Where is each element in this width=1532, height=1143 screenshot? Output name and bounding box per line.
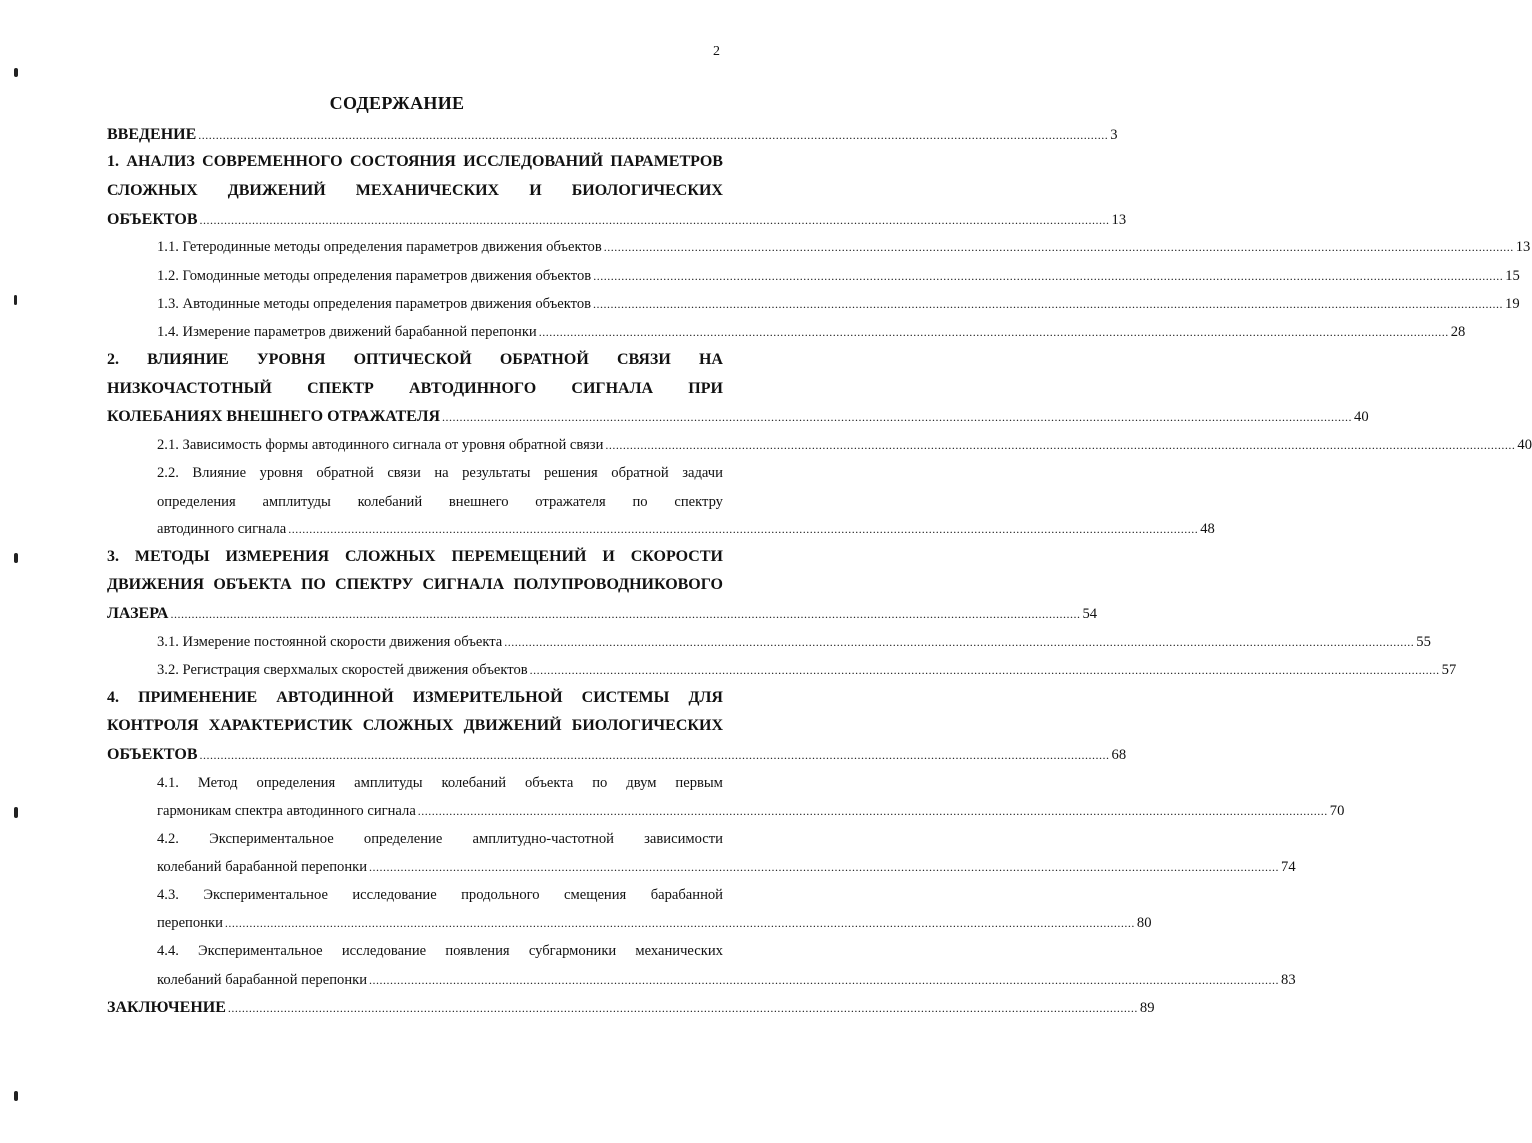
toc-page-number: 13 [1515, 239, 1531, 255]
toc-chapter-1-line-2[interactable] [107, 180, 723, 202]
toc-word: появления [445, 943, 510, 959]
toc-word: ИССЛЕДОВАНИЙ [463, 153, 604, 170]
toc-word: 4.4. [157, 943, 179, 959]
toc-word: СЛОЖНЫХ [362, 717, 454, 734]
toc-chapter-1-line-3[interactable] [107, 209, 1127, 231]
toc-word: ИЗМЕРИТЕЛЬНОЙ [412, 689, 563, 706]
toc-entry-text: колебаний барабанной перепонки [157, 972, 368, 988]
toc-section-1-1[interactable] [157, 236, 1531, 258]
toc-word: внешнего [448, 494, 509, 510]
toc-word: ОБЪЕКТА [213, 576, 292, 593]
toc-entry-text: ЗАКЛЮЧЕНИЕ [107, 999, 226, 1016]
leader-dots: .................................................................................................................................................................................................................................................................... [538, 325, 1449, 339]
toc-entry-text: колебаний барабанной перепонки [157, 859, 368, 875]
toc-page-number: 40 [1354, 409, 1369, 425]
toc-chapter-2-line-1[interactable] [107, 349, 723, 371]
toc-entry-text: КОЛЕБАНИЯХ ВНЕШНЕГО ОТРАЖАТЕЛЯ [107, 408, 441, 425]
toc-section-4-4-line-2[interactable] [157, 969, 1296, 991]
leader-dots: .................................................................................................................................................................................................................................................................... [199, 748, 1110, 762]
toc-word: 2. [107, 351, 119, 368]
toc-word: 4. [107, 689, 119, 706]
toc-word: ДЛЯ [688, 689, 723, 706]
toc-chapter-1-line-1[interactable] [107, 151, 723, 173]
toc-page-number: 3 [1110, 127, 1118, 143]
toc-entry-text: 3.2. Регистрация сверхмалых скоростей движения объектов [157, 662, 528, 678]
toc-word: обратной [611, 465, 669, 481]
toc-entry-intro[interactable] [107, 124, 1118, 146]
toc-word: первым [675, 775, 723, 791]
leader-dots: .................................................................................................................................................................................................................................................................... [442, 410, 1353, 424]
toc-word: результаты [462, 465, 531, 481]
toc-word: СВЯЗИ [616, 351, 671, 368]
leader-dots: .................................................................................................................................................................................................................................................................... [288, 522, 1199, 536]
toc-word: ПРИ [688, 380, 723, 397]
toc-word: ХАРАКТЕРИСТИК [208, 717, 353, 734]
toc-section-2-2-line-3[interactable] [157, 518, 1215, 540]
leader-dots: .................................................................................................................................................................................................................................................................... [605, 438, 1516, 452]
toc-section-1-2[interactable] [157, 265, 1520, 287]
leader-dots: .................................................................................................................................................................................................................................................................... [199, 213, 1110, 227]
toc-word: СПЕКТРУ [335, 576, 414, 593]
toc-word: продольного [461, 887, 540, 903]
toc-page-number: 55 [1416, 634, 1431, 650]
toc-word: СЛОЖНЫХ [107, 182, 198, 199]
leader-dots: .................................................................................................................................................................................................................................................................... [224, 916, 1135, 930]
toc-word: Влияние [192, 465, 247, 481]
toc-word: НИЗКОЧАСТОТНЫЙ [107, 380, 272, 397]
leader-dots: .................................................................................................................................................................................................................................................................... [593, 269, 1504, 283]
toc-word: смещения [564, 887, 627, 903]
toc-word: задачи [682, 465, 723, 481]
toc-entry-text: ВВЕДЕНИЕ [107, 126, 197, 143]
toc-word: СКОРОСТИ [630, 548, 723, 565]
toc-word: 2.2. [157, 465, 179, 481]
toc-section-4-2-line-2[interactable] [157, 856, 1296, 878]
toc-entry-text: ЛАЗЕРА [107, 605, 169, 622]
toc-word: колебаний [357, 494, 423, 510]
toc-word: спектру [674, 494, 723, 510]
toc-section-4-1-line-2[interactable] [157, 800, 1345, 822]
toc-section-2-2-line-2[interactable] [157, 491, 723, 513]
toc-word: ПАРАМЕТРОВ [610, 153, 723, 170]
toc-page-number: 28 [1450, 324, 1466, 340]
toc-word: МЕХАНИЧЕСКИХ [355, 182, 500, 199]
toc-word: уровня [259, 465, 303, 481]
toc-page-number: 40 [1517, 437, 1532, 453]
toc-word: СИСТЕМЫ [581, 689, 670, 706]
toc-word: АВТОДИННОЙ [276, 689, 394, 706]
toc-word: НА [698, 351, 723, 368]
toc-section-4-1-line-1[interactable] [157, 772, 723, 794]
toc-section-2-1[interactable] [157, 434, 1532, 456]
toc-word: ПЕРЕМЕЩЕНИЙ [451, 548, 587, 565]
leader-dots: .................................................................................................................................................................................................................................................................... [198, 128, 1109, 142]
toc-word: определения [157, 494, 236, 510]
toc-page-number: 48 [1200, 521, 1215, 537]
toc-word: зависимости [644, 831, 723, 847]
toc-word: на [434, 465, 449, 481]
page-number: 2 [713, 44, 720, 59]
page-title: СОДЕРЖАНИЕ [329, 93, 465, 113]
toc-word: обратной [316, 465, 374, 481]
scan-mark [14, 295, 17, 305]
toc-entry-text: автодинного сигнала [157, 521, 287, 537]
toc-section-2-2-line-1[interactable] [157, 462, 723, 484]
toc-word: БИОЛОГИЧЕСКИХ [571, 717, 723, 734]
toc-word: СПЕКТР [307, 380, 374, 397]
toc-word: амплитуды [354, 775, 423, 791]
toc-page-number: 57 [1441, 662, 1457, 678]
toc-entry-text: 3.1. Измерение постоянной скорости движения объекта [157, 634, 503, 650]
scan-mark [14, 553, 18, 563]
toc-word: субгармоники [528, 943, 617, 959]
toc-chapter-3-line-3[interactable] [107, 603, 1098, 625]
toc-word: ДВИЖЕНИЙ [463, 717, 562, 734]
toc-word: решения [543, 465, 598, 481]
toc-section-4-2-line-1[interactable] [157, 828, 723, 850]
toc-page-number: 70 [1329, 803, 1345, 819]
toc-section-4-3-line-1[interactable] [157, 884, 723, 906]
toc-word: Экспериментальное [203, 887, 328, 903]
toc-word: Экспериментальное [209, 831, 334, 847]
toc-entry-conclusion[interactable] [107, 997, 1155, 1019]
toc-entry-text: перепонки [157, 915, 223, 931]
toc-word: И [602, 548, 615, 565]
toc-word: ВЛИЯНИЕ [147, 351, 229, 368]
toc-word: 3. [107, 548, 119, 565]
toc-chapter-2-line-2[interactable] [107, 378, 723, 400]
toc-word: И [529, 182, 542, 199]
toc-word: СОВРЕМЕННОГО [202, 153, 343, 170]
toc-word: КОНТРОЛЯ [107, 717, 199, 734]
toc-word: МЕТОДЫ [134, 548, 210, 565]
toc-word: АВТОДИННОГО [409, 380, 537, 397]
toc-word: Метод [197, 775, 238, 791]
toc-word: ДВИЖЕНИЯ [107, 576, 205, 593]
leader-dots: .................................................................................................................................................................................................................................................................... [369, 860, 1280, 874]
toc-word: барабанной [650, 887, 723, 903]
leader-dots: .................................................................................................................................................................................................................................................................... [227, 1001, 1138, 1015]
toc-word: объекта [524, 775, 574, 791]
leader-dots: .................................................................................................................................................................................................................................................................... [603, 240, 1514, 254]
toc-chapter-4-line-3[interactable] [107, 744, 1127, 766]
toc-word: по [592, 775, 608, 791]
toc-word: исследование [341, 943, 427, 959]
toc-word: ОБРАТНОЙ [499, 351, 589, 368]
toc-word: ИЗМЕРЕНИЯ [225, 548, 330, 565]
toc-word: колебаний [441, 775, 507, 791]
toc-section-3-2[interactable] [157, 659, 1457, 681]
toc-word: СИГНАЛА [422, 576, 505, 593]
toc-word: ОПТИЧЕСКОЙ [353, 351, 472, 368]
leader-dots: .................................................................................................................................................................................................................................................................... [369, 973, 1280, 987]
toc-word: определения [256, 775, 336, 791]
toc-page-number: 54 [1082, 606, 1098, 622]
toc-word: УРОВНЯ [256, 351, 326, 368]
toc-chapter-4-line-1[interactable] [107, 687, 723, 709]
toc-word: ПО [300, 576, 326, 593]
toc-word: механических [635, 943, 723, 959]
toc-word: двум [626, 775, 657, 791]
toc-chapter-2-line-3[interactable] [107, 406, 1369, 428]
toc-word: СОСТОЯНИЯ [350, 153, 456, 170]
toc-word: 1. [107, 153, 119, 170]
toc-word: амплитуды [262, 494, 331, 510]
toc-entry-text: 1.1. Гетеродинные методы определения параметров движения объектов [157, 239, 602, 255]
toc-page-number: 83 [1281, 972, 1296, 988]
leader-dots: .................................................................................................................................................................................................................................................................... [529, 663, 1440, 677]
toc-chapter-3-line-2[interactable] [107, 574, 723, 596]
toc-word: ПРИМЕНЕНИЕ [138, 689, 258, 706]
toc-word: связи [387, 465, 421, 481]
toc-entry-text: ОБЪЕКТОВ [107, 746, 198, 763]
toc-page-number: 13 [1111, 212, 1127, 228]
toc-entry-text: ОБЪЕКТОВ [107, 211, 198, 228]
toc-entry-text: 2.1. Зависимость формы автодинного сигнала от уровня обратной связи [157, 437, 604, 453]
toc-word: СИГНАЛА [571, 380, 654, 397]
leader-dots: .................................................................................................................................................................................................................................................................... [170, 607, 1081, 621]
toc-section-4-3-line-2[interactable] [157, 912, 1152, 934]
toc-chapter-3-line-1[interactable] [107, 546, 723, 568]
toc-word: АНАЛИЗ [126, 153, 195, 170]
toc-page-number: 80 [1136, 915, 1152, 931]
toc-word: 4.1. [157, 775, 179, 791]
toc-word: отражателя [535, 494, 606, 510]
toc-page-number: 68 [1111, 747, 1127, 763]
toc-word: амплитудно-частотной [472, 831, 614, 847]
toc-word: определение [363, 831, 443, 847]
toc-page-number: 89 [1139, 1000, 1155, 1016]
toc-page-number: 74 [1281, 859, 1296, 875]
toc-entry-text: гармоникам спектра автодинного сигнала [157, 803, 416, 819]
toc-section-1-3[interactable] [157, 293, 1520, 315]
toc-section-4-4-line-1[interactable] [157, 940, 723, 962]
toc-section-1-4[interactable] [157, 321, 1466, 343]
toc-page-number: 15 [1505, 268, 1520, 284]
toc-entry-text: 1.3. Автодинные методы определения параметров движения объектов [157, 296, 592, 312]
toc-word: по [632, 494, 648, 510]
leader-dots: .................................................................................................................................................................................................................................................................... [417, 804, 1328, 818]
toc-word: ПОЛУПРОВОДНИКОВОГО [513, 576, 723, 593]
leader-dots: .................................................................................................................................................................................................................................................................... [593, 297, 1504, 311]
leader-dots: .................................................................................................................................................................................................................................................................... [504, 635, 1415, 649]
toc-word: БИОЛОГИЧЕСКИХ [571, 182, 723, 199]
scan-mark [14, 68, 18, 77]
toc-word: 4.2. [157, 831, 179, 847]
toc-page-number: 19 [1505, 296, 1520, 312]
toc-entry-text: 1.4. Измерение параметров движений барабанной перепонки [157, 324, 537, 340]
scan-mark [14, 807, 18, 818]
toc-word: СЛОЖНЫХ [344, 548, 436, 565]
toc-word: исследование [352, 887, 437, 903]
toc-word: ДВИЖЕНИЙ [227, 182, 326, 199]
toc-entry-text: 1.2. Гомодинные методы определения параметров движения объектов [157, 268, 592, 284]
toc-word: 4.3. [157, 887, 179, 903]
toc-section-3-1[interactable] [157, 631, 1431, 653]
toc-word: Экспериментальное [198, 943, 323, 959]
toc-chapter-4-line-2[interactable] [107, 715, 723, 737]
scan-mark [14, 1091, 18, 1101]
